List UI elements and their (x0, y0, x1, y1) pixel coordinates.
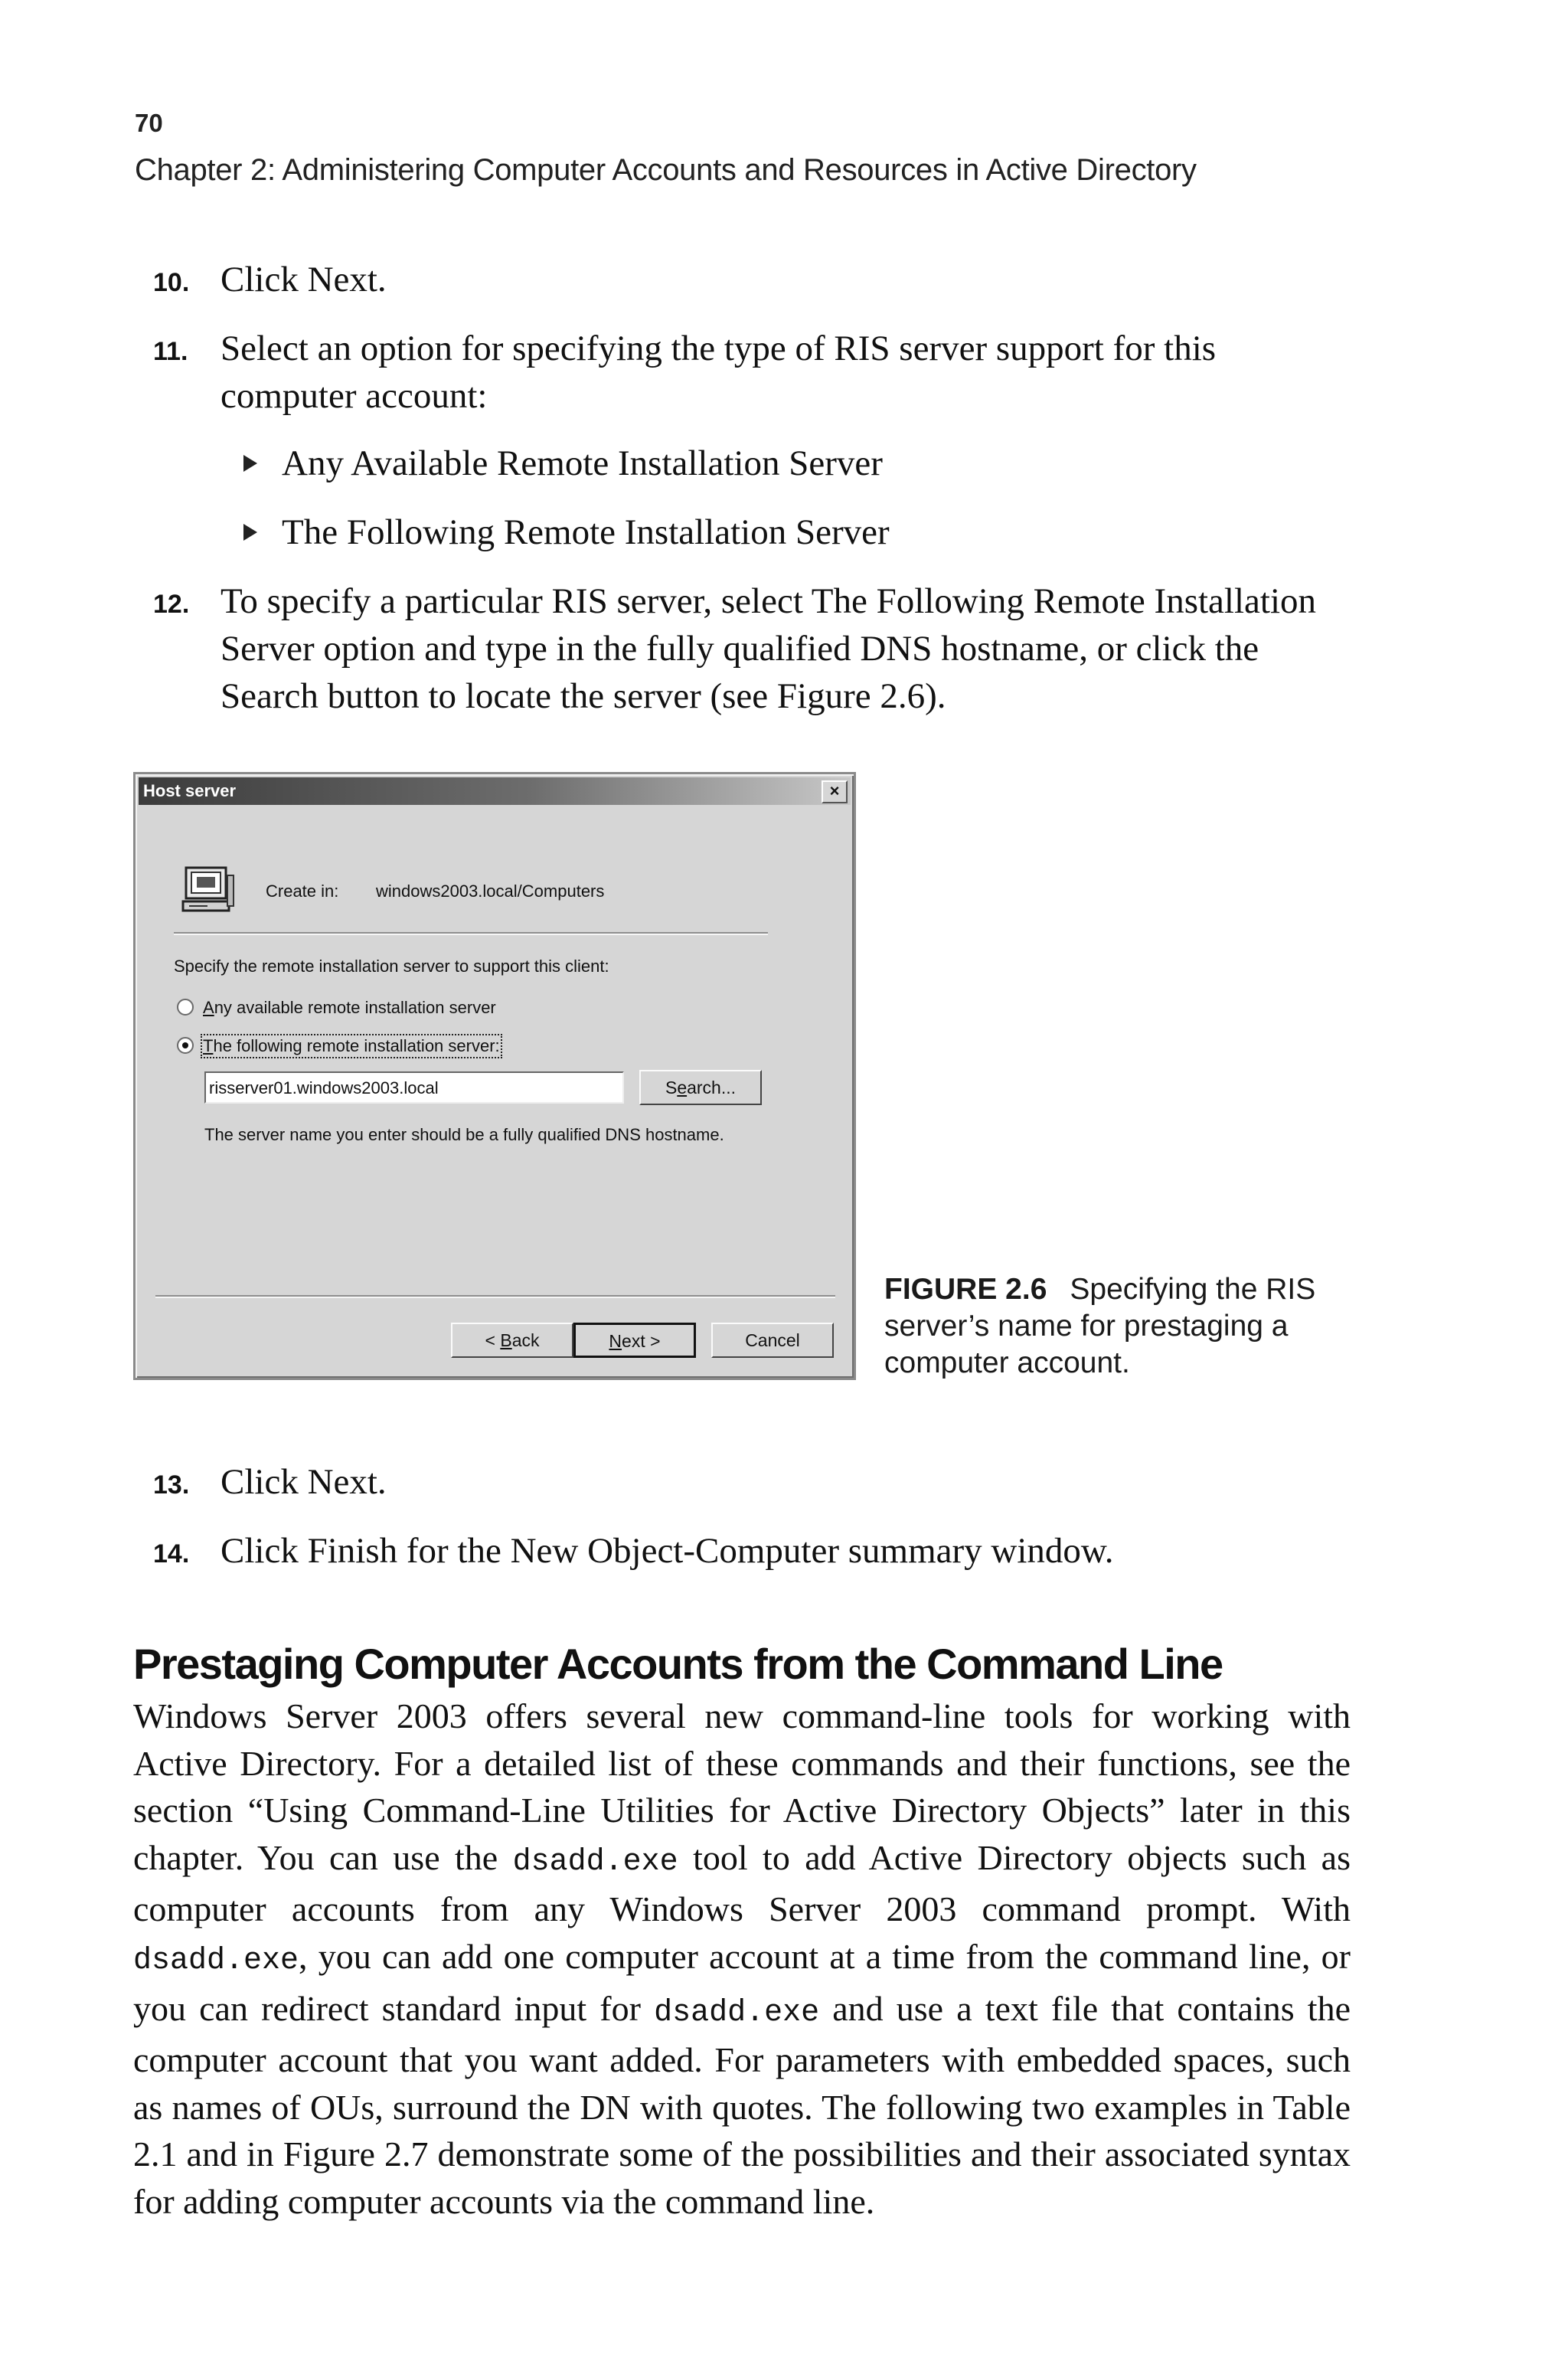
figure-caption-text: Specifying the RIS server’s name for prestaging a computer account. (884, 1273, 1316, 1379)
page-number: 70 (135, 109, 163, 137)
step-12 (153, 577, 1348, 720)
bullet-triangle-icon (243, 455, 257, 472)
step-text: Click Finish for the New Object-Computer summary window. (220, 1531, 1114, 1571)
code-dsadd: dsadd.exe (133, 1943, 299, 1978)
hint-text: The server name you enter should be a fully qualified DNS hostname. (204, 1125, 724, 1144)
server-name-input[interactable]: risserver01.windows2003.local (204, 1071, 624, 1104)
radio-any-label[interactable] (203, 998, 496, 1018)
dialog-titlebar (139, 777, 851, 805)
bullet-triangle-icon (243, 524, 257, 541)
create-in-label: Create in: (266, 881, 339, 901)
step-number: 12. (153, 590, 190, 619)
divider (155, 1295, 835, 1298)
host-server-dialog (133, 772, 856, 1380)
create-in-value: windows2003.local/Computers (376, 881, 605, 901)
section-heading: Prestaging Computer Accounts from the Command Line (133, 1640, 1223, 1688)
step-10 (153, 256, 1348, 303)
figure-label: FIGURE 2.6 (884, 1273, 1047, 1306)
access-key: A (203, 998, 214, 1017)
step-13 (153, 1458, 1348, 1506)
dialog-title: Host server (143, 781, 237, 800)
search-button[interactable]: Search... (639, 1070, 762, 1105)
step-14 (153, 1527, 1348, 1575)
back-button[interactable]: < Back (451, 1323, 573, 1358)
body-paragraph: Windows Server 2003 offers several new command-line tools for working with Active Directory. For a detailed list of these commands and their functions, see the section “Using Command-Line Utilities for Active Directory Objects” later in this chapter. You can use the dsadd.exe tool to add Active Directory objects such as computer accounts from any Windows Server 2003 command prompt. With dsadd.exe, you can add one computer account at a time from the command line, or you can redirect standard input for dsadd.exe and use a text file that contains the computer account that you want added. For parameters with embedded spaces, such as names of OUs, surround the DN with quotes. The following two examples in Table 2.1 and in Figure 2.7 demonstrate some of the possibilities and their associated syntax for adding computer accounts via the command line. (133, 1696, 1351, 2221)
close-icon: × (829, 781, 840, 800)
cancel-button[interactable]: Cancel (711, 1323, 834, 1358)
code-dsadd: dsadd.exe (654, 1995, 820, 2030)
step-11 (153, 325, 1348, 420)
prompt-text: Specify the remote installation server to support this client: (174, 957, 609, 976)
radio-any-text: ny available remote installation server (214, 998, 496, 1017)
bullet-item (243, 509, 890, 556)
bullet-text: Any Available Remote Installation Server (282, 443, 883, 483)
next-button[interactable]: Next > (573, 1323, 696, 1358)
radio-following-label[interactable] (203, 1036, 500, 1056)
bullet-text: The Following Remote Installation Server (282, 512, 890, 552)
radio-any-server[interactable] (177, 999, 194, 1016)
figure-caption (884, 1271, 1359, 1382)
step-text: Click Next. (220, 1462, 387, 1502)
divider (174, 932, 768, 935)
step-text: Select an option for specifying the type of RIS server support for this computer account: (220, 329, 1217, 416)
bullet-item (243, 440, 883, 487)
step-text: Click Next. (220, 260, 387, 299)
close-button[interactable] (822, 780, 848, 803)
radio-following-text: he following remote installation server: (213, 1036, 500, 1055)
access-key: T (203, 1036, 214, 1055)
step-number: 11. (153, 337, 188, 366)
step-number: 13. (153, 1470, 190, 1500)
radio-following-server[interactable] (177, 1037, 194, 1054)
step-number: 14. (153, 1539, 190, 1568)
step-number: 10. (153, 268, 190, 297)
step-text: To specify a particular RIS server, select The Following Remote Installation Server option and type in the fully qualified DNS hostname, or click the Search button to locate the server (see Figure 2.6). (220, 581, 1316, 716)
code-dsadd: dsadd.exe (512, 1844, 678, 1879)
running-head: Chapter 2: Administering Computer Accounts and Resources in Active Directory (135, 153, 1197, 187)
computer-icon (181, 865, 237, 915)
